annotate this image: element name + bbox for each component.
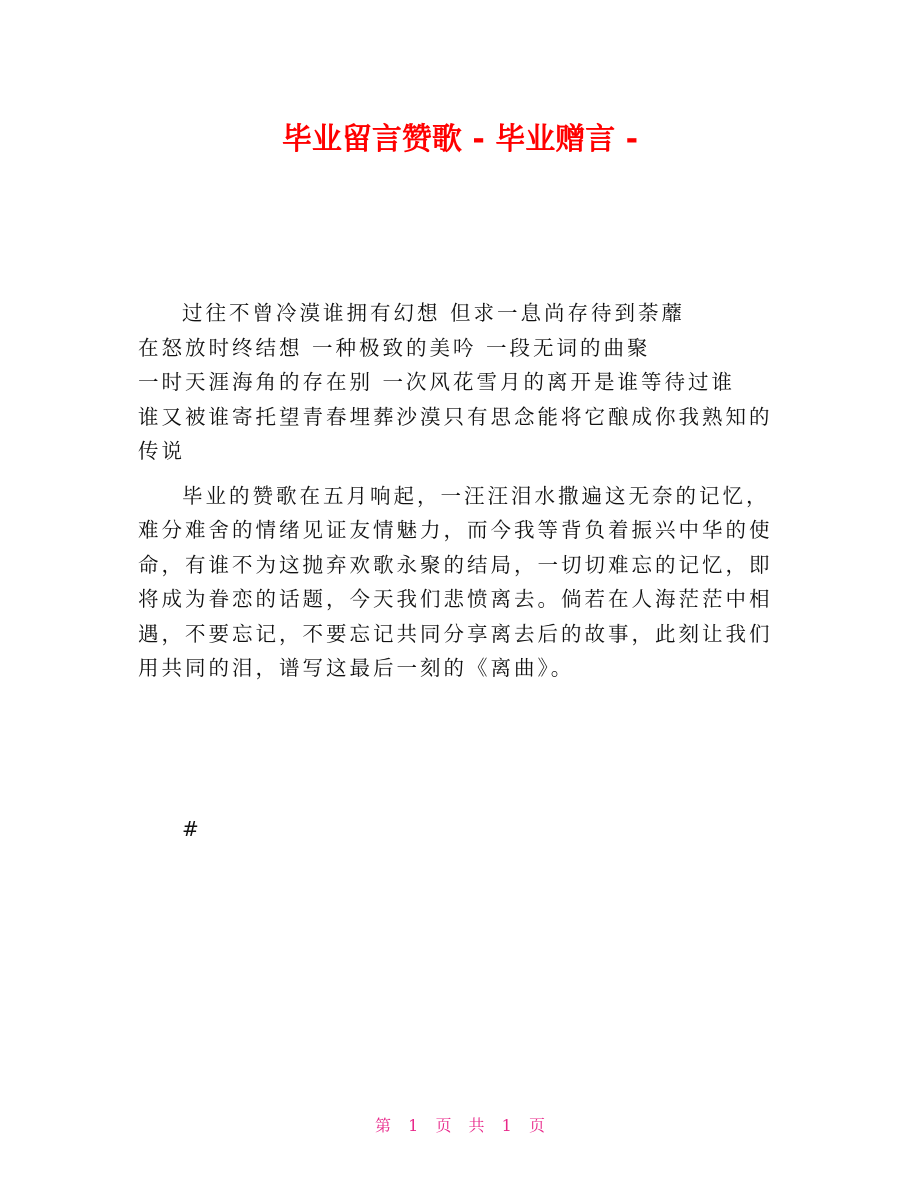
paragraph-line: 命，有谁不为这抛弃欢歌永聚的结局，一切切难忘的记忆，即 <box>138 552 773 577</box>
document-body <box>138 296 788 686</box>
paragraph-block <box>138 479 788 686</box>
footer-total-prefix: 共 <box>468 1116 485 1135</box>
footer-page-current: 1 <box>408 1116 419 1135</box>
poem-line: 在怒放时终结想 一种极致的美吟 一段无词的曲聚 <box>138 335 651 360</box>
paragraph-line: 毕业的赞歌在五月响起，一汪汪泪水撒遍这无奈的记忆， <box>182 483 770 508</box>
document-title: 毕业留言赞歌 - 毕业赠言 - <box>281 122 639 157</box>
paragraph-line: 遇，不要忘记，不要忘记共同分享离去后的故事，此刻让我们 <box>138 621 773 646</box>
poem-line: 传说 <box>138 439 185 463</box>
poem-block <box>138 296 788 469</box>
paragraph-line: 难分难舍的情绪见证友情魅力，而今我等背负着振兴中华的使 <box>138 518 773 542</box>
hash-mark: # <box>182 817 199 841</box>
footer-page-total: 1 <box>501 1116 512 1135</box>
footer-prefix: 第 <box>375 1116 392 1135</box>
page-footer <box>0 1114 920 1138</box>
footer-page-label: 页 <box>435 1116 452 1135</box>
paragraph-line: 用共同的泪，谱写这最后一刻的《离曲》。 <box>138 656 575 680</box>
poem-line: 谁又被谁寄托望青春埋葬沙漠只有思念能将它酿成你我熟知的 <box>138 404 773 429</box>
paragraph-line: 将成为眷恋的话题，今天我们悲愤离去。倘若在人海茫茫中相 <box>138 587 773 611</box>
poem-line: 过往不曾冷漠谁拥有幻想 但求一息尚存待到荼蘼 <box>182 301 686 325</box>
footer-total-label: 页 <box>528 1116 545 1135</box>
poem-line: 一时天涯海角的存在别 一次风花雪月的离开是谁等待过谁 <box>138 370 736 394</box>
